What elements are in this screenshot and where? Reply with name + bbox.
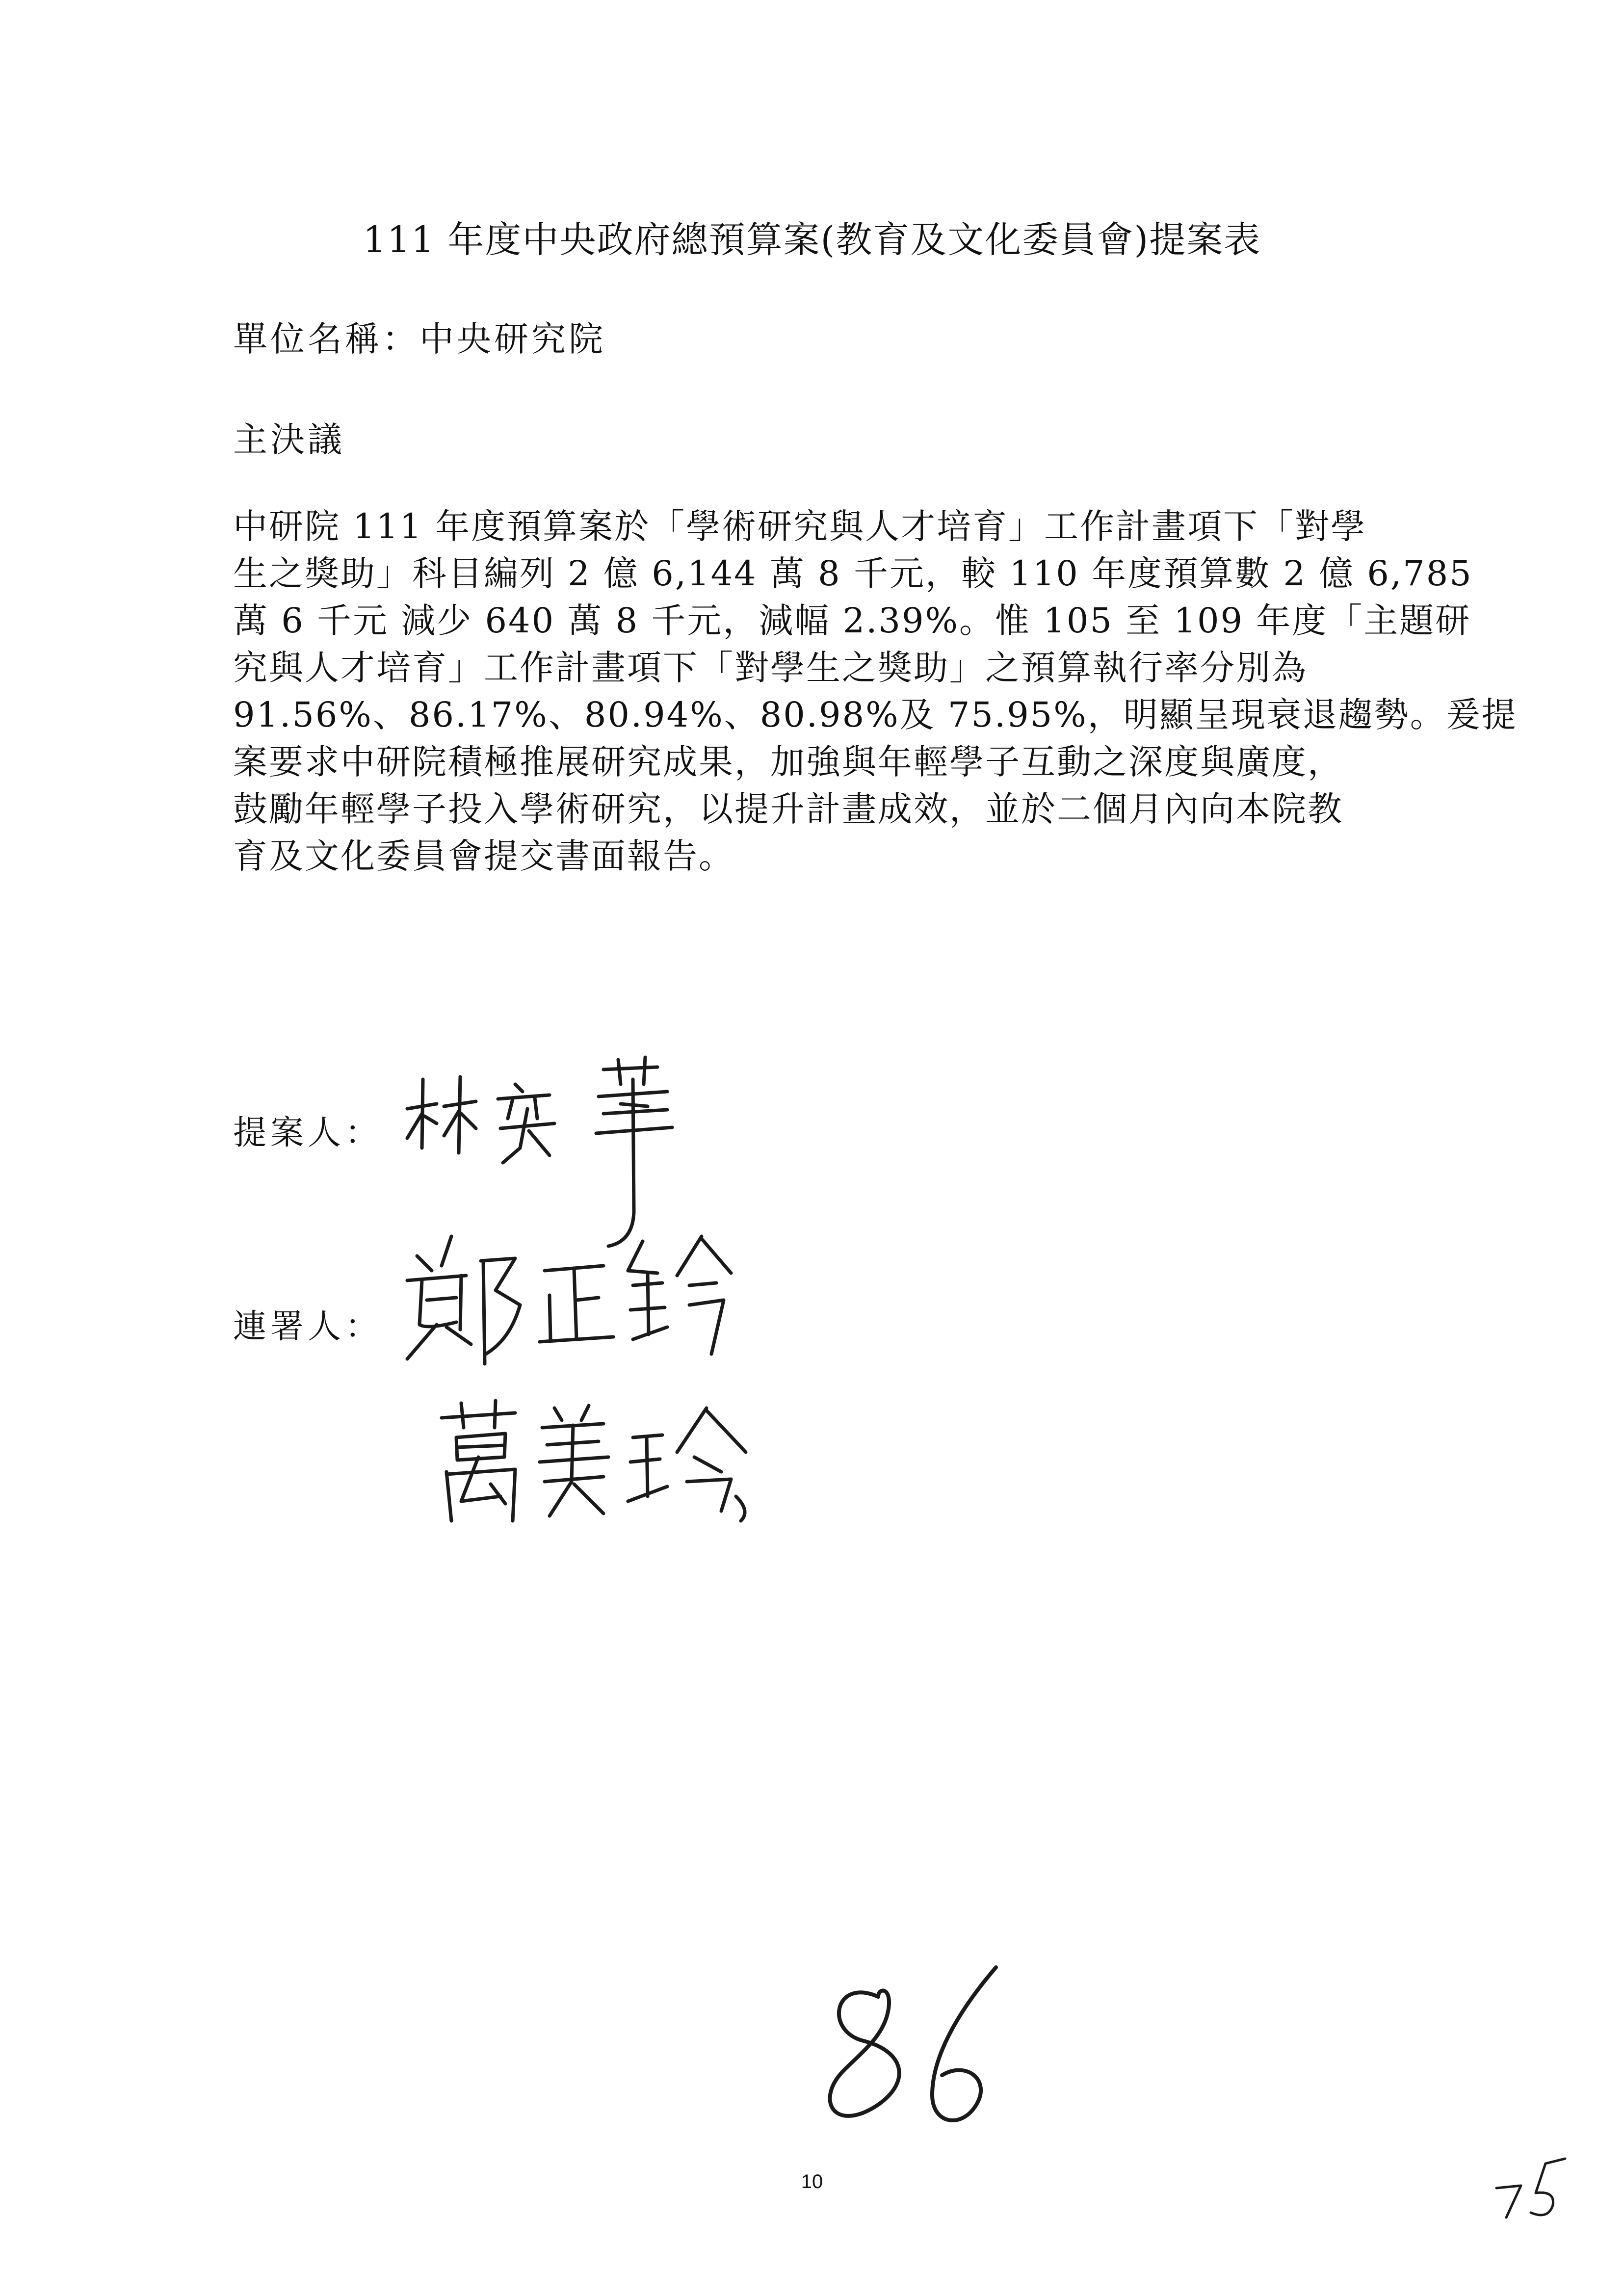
cosigner-signature-1 <box>397 1226 741 1374</box>
unit-name: 單位名稱：中央研究院 <box>233 319 606 359</box>
cosigner-label: 連署人： <box>233 1307 383 1346</box>
cosigner-signature-2 <box>432 1398 765 1531</box>
body-line: 萬 6 千元 減少 640 萬 8 千元，減幅 2.39%。惟 105 至 109 年度「主題研 <box>233 600 1471 641</box>
body-line: 案要求中研院積極推展研究成果，加強與年輕學子互動之深度與廣度， <box>233 742 1343 782</box>
body-line: 中研院 111 年度預算案於「學術研究與人才培育」工作計畫項下「對學 <box>233 506 1367 547</box>
body-line: 鼓勵年輕學子投入學術研究，以提升計畫成效，並於二個月內向本院教 <box>233 789 1343 829</box>
body-line: 究與人才培育」工作計畫項下「對學生之獎助」之預算執行率分別為 <box>233 648 1308 688</box>
body-line: 91.56%、86.17%、80.94%、80.98%及 75.95%，明顯呈現衰退趨勢。爰提 <box>233 695 1518 735</box>
proposer-signature <box>402 1050 697 1256</box>
resolution-body <box>233 503 1518 880</box>
resolution-heading: 主決議 <box>233 419 345 460</box>
body-line: 育及文化委員會提交書面報告。 <box>233 836 734 876</box>
proposer-label: 提案人： <box>233 1114 383 1152</box>
page-number: 10 <box>801 2171 823 2192</box>
handwritten-number <box>805 1957 1016 2144</box>
body-line: 生之獎助」科目編列 2 億 6,144 萬 8 千元，較 110 年度預算數 2 億 6,785 <box>233 553 1473 594</box>
document-title: 111 年度中央政府總預算案(教育及文化委員會)提案表 <box>363 219 1261 261</box>
